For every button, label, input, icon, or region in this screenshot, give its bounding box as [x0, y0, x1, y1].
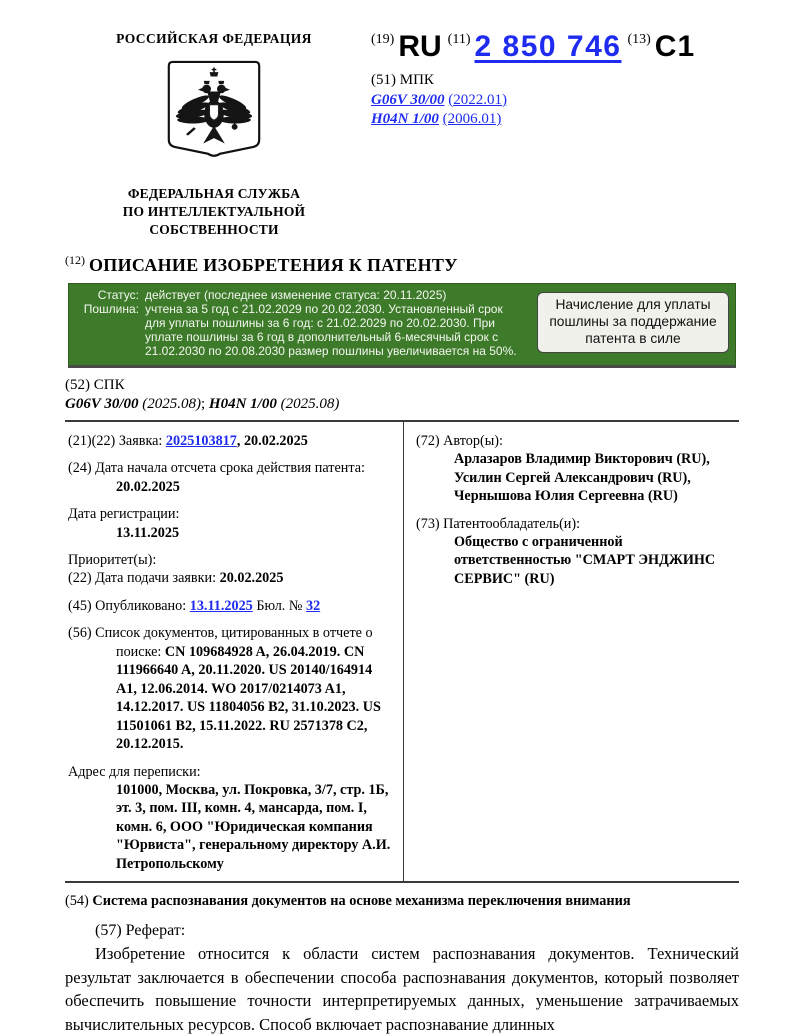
cpc-code: H04N 1/00	[208, 396, 277, 413]
header	[65, 30, 739, 239]
filing-date-line	[68, 569, 395, 587]
ipc-entry	[371, 91, 739, 111]
country-code: RU	[398, 30, 442, 63]
citations-block	[68, 624, 395, 753]
patent-holder-value: Общество с ограниченной ответственностью "СМАРТ ЭНДЖИНС СЕРВИС" (RU)	[454, 534, 716, 587]
bulletin-number-link[interactable]: 32	[305, 597, 321, 614]
ipc-date-link[interactable]: (2006.01)	[442, 111, 502, 127]
bibliographic-table	[65, 420, 739, 884]
status-box	[68, 283, 736, 368]
invention-title-line	[65, 892, 739, 911]
country-name: РОССИЙСКАЯ ФЕДЕРАЦИЯ	[116, 31, 312, 46]
inid-19-label: (19)	[371, 32, 395, 47]
application-line	[68, 432, 395, 450]
header-right	[371, 30, 739, 239]
abstract-label: (57) Реферат:	[95, 921, 186, 939]
fee-value: учтена за 5 год с 21.02.2029 по 20.02.2030. Установленный срок для уплаты пошлины за 6 год: с 21.02.2029 по 20.02.2030. При уплате пошлины за 6 год в дополнительный 6-месячный срок с 21.02.2030 по 20.08.2030 размер пошлины увеличивается на 50%.	[145, 302, 517, 358]
author-name: Чернышова Юлия Сергеевна (RU)	[454, 488, 678, 505]
authors-label: (72) Автор(ы):	[416, 432, 503, 449]
inid-13-label: (13)	[627, 32, 651, 47]
filing-date-label: (22) Дата подачи заявки:	[68, 570, 217, 587]
cpc-codes	[65, 395, 739, 415]
patent-number-link[interactable]: 2 850 746	[474, 30, 622, 63]
publication-number-line	[371, 30, 739, 63]
application-date: , 20.02.2025	[236, 432, 308, 449]
status-value: действует (последнее изменение статуса: 20.11.2025)	[145, 288, 447, 303]
ipc-code-link[interactable]: H04N 1/00	[371, 111, 439, 127]
term-start-value: 20.02.2025	[116, 478, 180, 495]
correspondence-address-value: 101000, Москва, ул. Покровка, 3/7, стр. 1Б, эт. 3, пом. III, комн. 4, мансарда, пом. I, комн. 6, ООО "Юридическая компания "Юрвиста", генеральному директору А.И. Петропольскому	[116, 781, 391, 872]
cpc-date: (2025.08)	[280, 396, 340, 413]
application-number-link[interactable]: 2025103817	[165, 432, 237, 449]
biblio-left-column	[65, 422, 403, 882]
ipc-entry	[371, 110, 739, 130]
kind-code: C1	[654, 30, 696, 63]
agency-line1: ФЕДЕРАЛЬНАЯ СЛУЖБА	[127, 185, 301, 201]
inid-12-label: (12)	[65, 253, 85, 268]
published-label: (45) Опубликовано:	[68, 597, 187, 614]
cpc-label: (52) СПК	[65, 376, 125, 393]
citations-label: (56) Список документов, цитированных в отчете о поиске:	[68, 625, 373, 660]
bulletin-label: Бюл. №	[256, 597, 303, 614]
inid-11-label: (11)	[447, 32, 471, 47]
header-left	[65, 30, 363, 239]
registration-date-label: Дата регистрации:	[68, 506, 180, 523]
fee-maintenance-notice: Начисление для уплаты пошлины за поддержание патента в силе	[537, 292, 729, 352]
correspondence-address-label: Адрес для переписки:	[68, 763, 201, 780]
document-kind-heading	[65, 253, 739, 277]
fee-label: Пошлина:	[83, 302, 139, 317]
ipc-date-link[interactable]: (2022.01)	[448, 91, 507, 108]
cpc-code: G06V 30/00	[65, 396, 139, 413]
filing-date-value: 20.02.2025	[219, 570, 284, 587]
cpc-separator: ;	[200, 396, 209, 413]
patent-holder-label: (73) Патентообладатель(и):	[416, 515, 581, 532]
document-kind-title: ОПИСАНИЕ ИЗОБРЕТЕНИЯ К ПАТЕНТУ	[89, 255, 458, 276]
ipc-section-label: (51) МПК	[371, 72, 434, 88]
published-line	[68, 597, 395, 615]
term-start-label: (24) Дата начала отсчета срока действия патента:	[68, 460, 365, 477]
abstract-text: Изобретение относится к области систем распознавания документов. Технический результат заключается в обеспечении способа распознавания документов, который позволяет обеспечить повышение точности интерпретируемых данных, уменьшение затрачиваемых вычислительных ресурсов. Способ включает распознавание длинных	[65, 944, 739, 1034]
published-date-link[interactable]: 13.11.2025	[189, 597, 253, 614]
ipc-code-link[interactable]: G06V 30/00	[371, 91, 445, 108]
agency-line2: ПО ИНТЕЛЛЕКТУАЛЬНОЙ СОБСТВЕННОСТИ	[122, 203, 306, 237]
status-label: Статус:	[97, 288, 139, 303]
citations-list: CN 109684928 A, 26.04.2019. CN 111966640 A, 20.11.2020. US 20140/164914 A1, 12.06.2014. WO 2017/0214073 A1, 14.12.2017. US 11804056 B2, 31.10.2023. US 11501061 B2, 15.11.2022. RU 2571378 C2, 20.12.2015.	[116, 643, 381, 753]
agency-name	[65, 185, 363, 240]
coat-of-arms-icon	[164, 60, 264, 172]
cpc-date: (2025.08)	[142, 396, 201, 413]
author-name: Арлазаров Владимир Викторович (RU),	[454, 451, 710, 468]
biblio-right-column	[403, 422, 739, 882]
cpc-section	[65, 376, 739, 415]
application-label: (21)(22) Заявка:	[68, 432, 163, 449]
author-name: Усилин Сергей Александрович (RU),	[454, 469, 691, 486]
inid-54-label: (54)	[65, 893, 89, 910]
priority-label: Приоритет(ы):	[68, 552, 157, 568]
registration-date-value: 13.11.2025	[116, 524, 180, 541]
invention-title: Система распознавания документов на основе механизма переключения внимания	[92, 893, 631, 910]
